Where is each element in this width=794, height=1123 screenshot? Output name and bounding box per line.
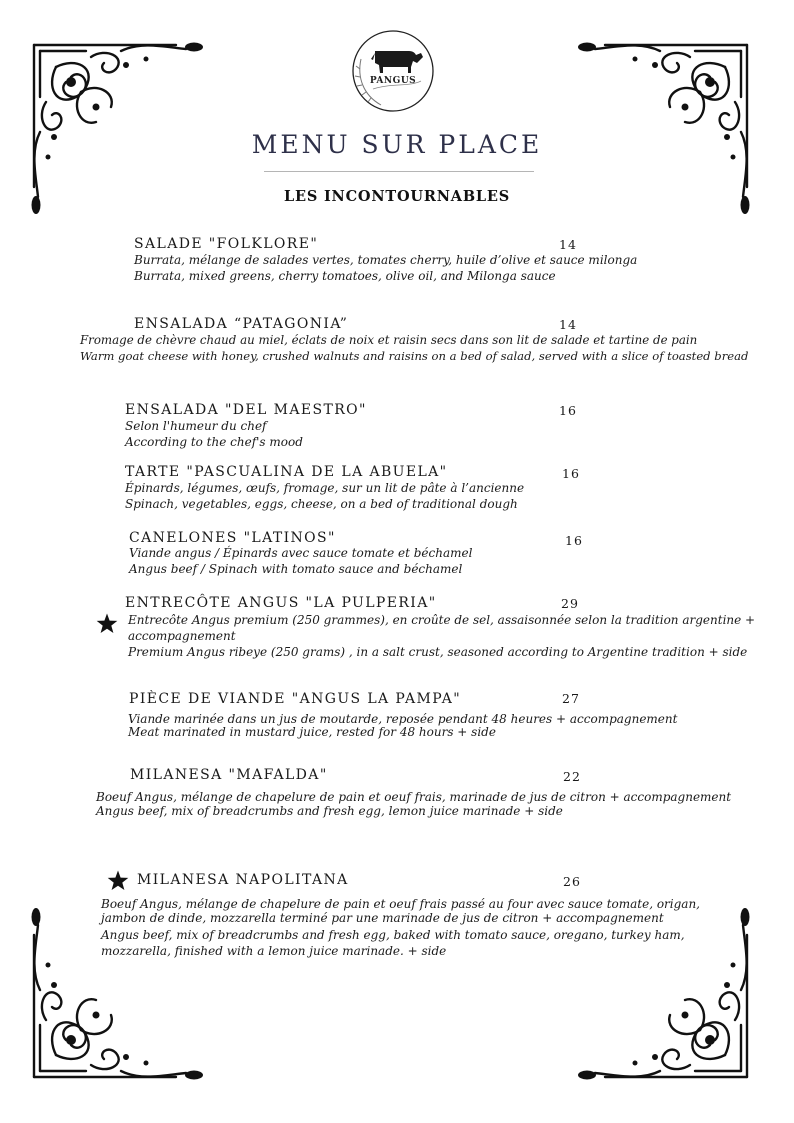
item-desc-en: According to the chef's mood <box>125 435 303 449</box>
star-icon <box>95 612 119 636</box>
item-desc-fr: Burrata, mélange de salades vertes, tomates cherry, huile d’olive et sauce milonga <box>134 253 638 267</box>
item-desc-fr: Boeuf Angus, mélange de chapelure de pain et oeuf frais passé au four avec sauce tomate, origan, <box>101 897 700 911</box>
item-name-canelones-latinos: CANELONES "LATINOS" <box>129 530 336 546</box>
item-price-piece-de-viande: 27 <box>562 691 580 706</box>
item-name-milanesa-mafalda: MILANESA "MAFALDA" <box>130 767 328 783</box>
item-desc-en: Warm goat cheese with honey, crushed walnuts and raisins on a bed of salad, served with a slice of toasted bread <box>80 349 749 363</box>
item-price-ensalada-del-maestro: 16 <box>559 403 577 418</box>
item-name-tarte-pascualina: TARTE "PASCUALINA DE LA ABUELA" <box>125 464 448 480</box>
item-desc-fr: Fromage de chèvre chaud au miel, éclats de noix et raisin secs dans son lit de salade et tartine de pain <box>80 333 698 347</box>
item-price-tarte-pascualina: 16 <box>562 466 580 481</box>
item-desc-en: Burrata, mixed greens, cherry tomatoes, olive oil, and Milonga sauce <box>134 269 556 283</box>
item-price-milanesa-napolitana: 26 <box>563 874 581 889</box>
item-desc-fr: Épinards, légumes, œufs, fromage, sur un lit de pâte à l’ancienne <box>125 481 525 495</box>
item-desc-fr: Entrecôte Angus premium (250 grammes), en croûte de sel, assaisonnée selon la tradition argentine + <box>128 613 756 627</box>
item-price-ensalada-patagonia: 14 <box>559 317 577 332</box>
item-desc-en: Meat marinated in mustard juice, rested for 48 hours + side <box>128 725 496 739</box>
title-divider <box>264 171 534 172</box>
item-price-entrecote-angus: 29 <box>561 596 579 611</box>
item-desc-en: Spinach, vegetables, eggs, cheese, on a bed of traditional dough <box>125 497 518 511</box>
section-title: LES INCONTOURNABLES <box>283 188 511 205</box>
cow-icon <box>351 29 435 113</box>
item-desc-fr: Viande marinée dans un jus de moutarde, reposée pendant 48 heures + accompagnement <box>128 712 678 726</box>
item-price-salade-folklore: 14 <box>559 237 577 252</box>
item-desc-fr: Viande angus / Épinards avec sauce tomate et béchamel <box>129 546 473 560</box>
item-name-ensalada-patagonia: ENSALADA “PATAGONIA” <box>134 316 349 332</box>
page-title: MENU SUR PLACE <box>251 130 543 159</box>
item-desc-en: Angus beef, mix of breadcrumbs and fresh egg, baked with tomato sauce, oregano, turkey ham, <box>101 928 685 942</box>
item-name-milanesa-napolitana: MILANESA NAPOLITANA <box>137 872 349 888</box>
brand-name: PANGUS <box>369 76 417 86</box>
brand-logo <box>351 29 435 113</box>
item-desc-en-cont: mozzarella, finished with a lemon juice marinade. + side <box>101 944 447 958</box>
item-desc-fr-cont: jambon de dinde, mozzarella terminé par une marinade de jus de citron + accompagnement <box>101 911 664 925</box>
star-icon <box>106 869 130 893</box>
item-name-salade-folklore: SALADE "FOLKLORE" <box>134 236 319 252</box>
item-name-entrecote-angus: ENTRECÔTE ANGUS "LA PULPERIA" <box>125 595 437 611</box>
item-name-ensalada-del-maestro: ENSALADA "DEL MAESTRO" <box>125 402 367 418</box>
item-desc-en: Premium Angus ribeye (250 grams) , in a salt crust, seasoned according to Argentine tradition + side <box>128 645 748 659</box>
item-name-piece-de-viande: PIÈCE DE VIANDE "ANGUS LA PAMPA" <box>129 691 462 707</box>
item-desc-fr-cont: accompagnement <box>128 629 236 643</box>
item-desc-en: Angus beef, mix of breadcrumbs and fresh egg, lemon juice marinade + side <box>96 804 563 818</box>
item-price-canelones-latinos: 16 <box>565 533 583 548</box>
item-desc-en: Angus beef / Spinach with tomato sauce and béchamel <box>129 562 463 576</box>
item-desc-fr: Selon l'humeur du chef <box>125 419 267 433</box>
item-desc-fr: Boeuf Angus, mélange de chapelure de pain et oeuf frais, marinade de jus de citron + accompagnement <box>96 790 732 804</box>
item-price-milanesa-mafalda: 22 <box>563 769 581 784</box>
